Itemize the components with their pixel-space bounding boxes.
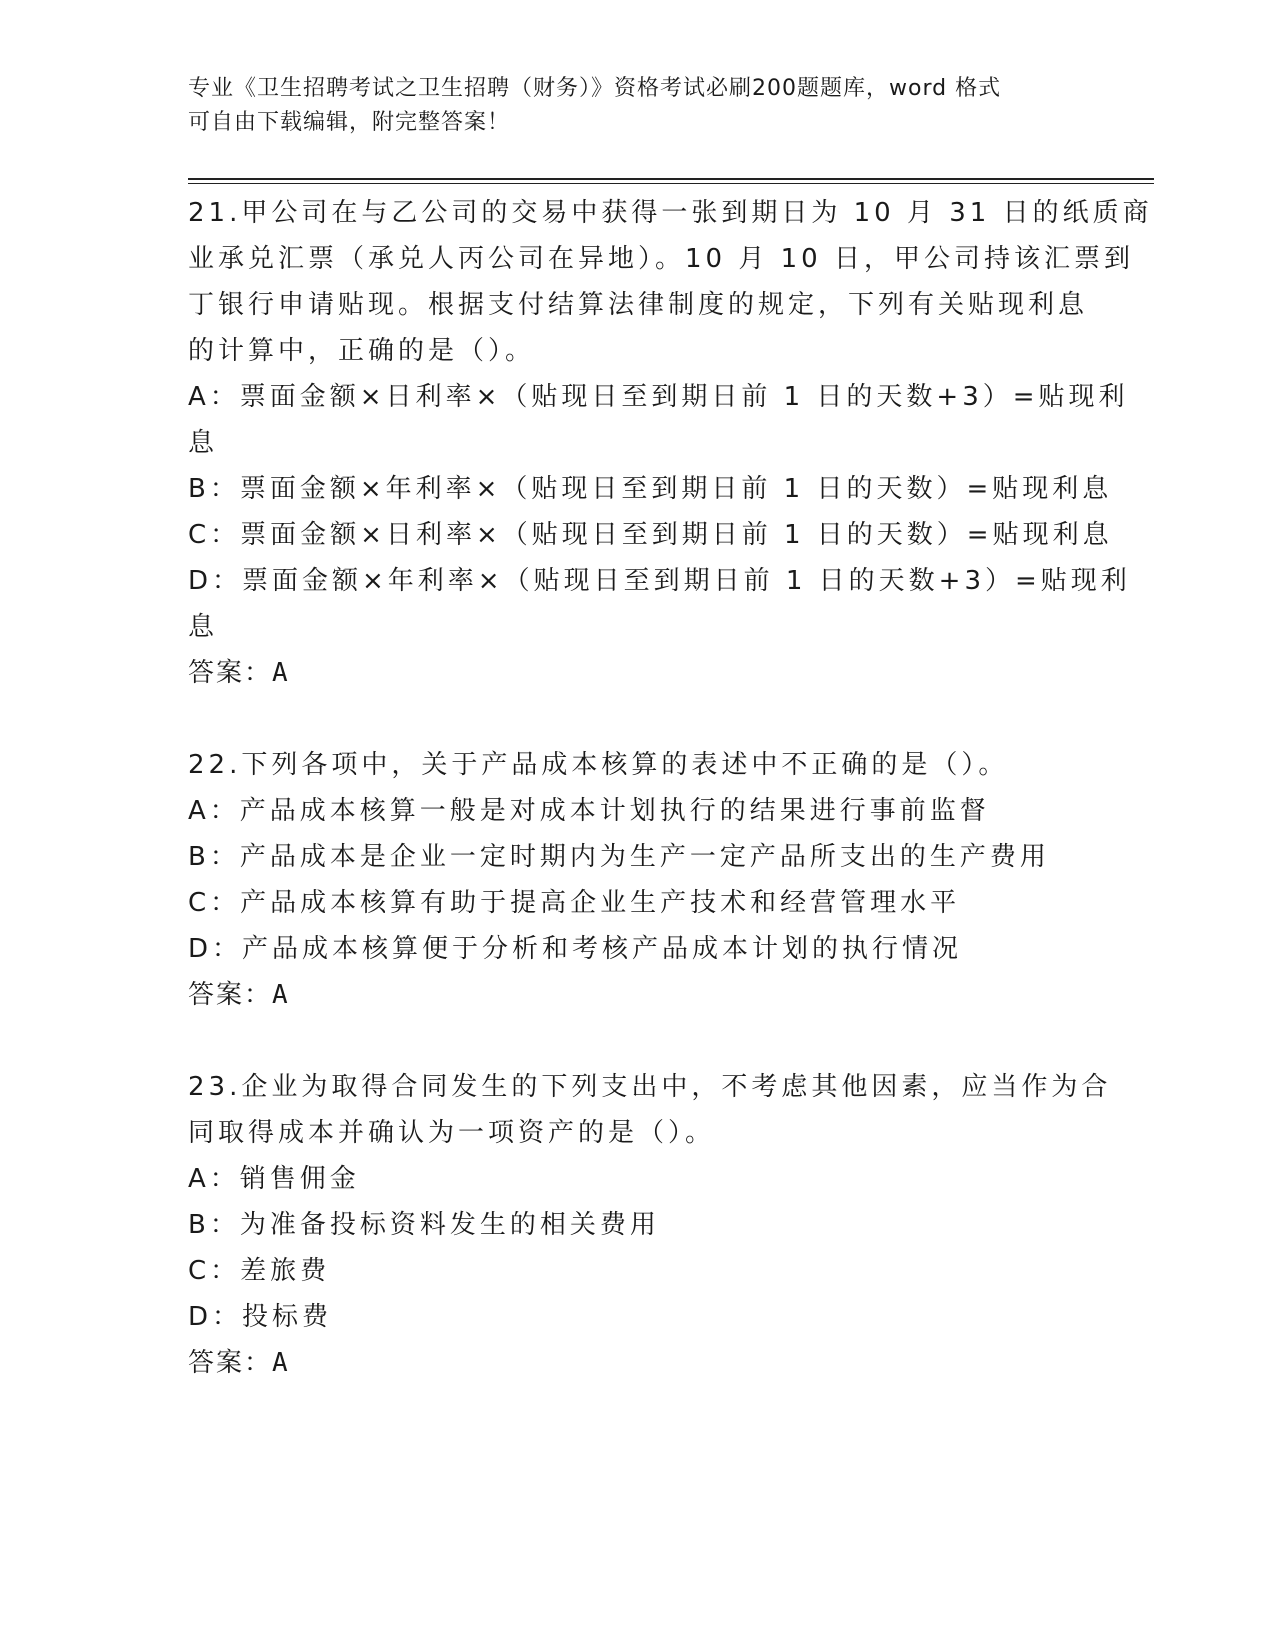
answer-label: 答案： [188, 1348, 273, 1378]
option-d: D：投标费 [188, 1302, 333, 1332]
option-d: D：票面金额×年利率×（贴现日至到期日前 1 日的天数+3）=贴现利 [188, 566, 1131, 596]
answer-label: 答案： [188, 658, 273, 688]
header-line: 可自由下载编辑，附完整答案！ [188, 110, 511, 135]
answer-value: A [272, 658, 290, 688]
option-c: C：票面金额×日利率×（贴现日至到期日前 1 日的天数）=贴现利息 [188, 520, 1113, 550]
question-stem-line: 同取得成本并确认为一项资产的是（）。 [188, 1118, 716, 1148]
option-b: B：为准备投标资料发生的相关费用 [188, 1210, 660, 1240]
header-line: 专业《卫生招聘考试之卫生招聘（财务）》资格考试必刷200题题库，word 格式 [188, 76, 1002, 101]
answer-line [188, 972, 1088, 1018]
question-21 [188, 190, 1153, 696]
answer-label: 答案： [188, 980, 273, 1010]
option-d: D：产品成本核算便于分析和考核产品成本计划的执行情况 [188, 934, 963, 964]
question-23 [188, 1064, 1112, 1386]
question-stem-line: 的计算中，正确的是（）。 [188, 336, 536, 366]
answer-line [188, 1340, 1088, 1386]
option-a-continued: 息 [188, 428, 219, 458]
option-b: B：票面金额×年利率×（贴现日至到期日前 1 日的天数）=贴现利息 [188, 474, 1113, 504]
question-stem-line: 23.企业为取得合同发生的下列支出中，不考虑其他因素，应当作为合 [188, 1072, 1112, 1102]
question-stem-line: 业承兑汇票（承兑人丙公司在异地）。10 月 10 日，甲公司持该汇票到 [188, 244, 1134, 274]
question-stem-line: 丁银行申请贴现。根据支付结算法律制度的规定，下列有关贴现利息 [188, 290, 1089, 320]
option-a: A：票面金额×日利率×（贴现日至到期日前 1 日的天数+3）=贴现利 [188, 382, 1129, 412]
answer-value: A [272, 980, 290, 1010]
question-stem-line: 21.甲公司在与乙公司的交易中获得一张到期日为 10 月 31 日的纸质商 [188, 198, 1153, 228]
option-c: C：差旅费 [188, 1256, 331, 1286]
header-divider-thin [188, 183, 1154, 184]
answer-line [188, 650, 1088, 696]
question-stem-line: 22.下列各项中，关于产品成本核算的表述中不正确的是（）。 [188, 750, 1009, 780]
question-22 [188, 742, 1088, 1018]
answer-value: A [272, 1348, 290, 1378]
question-list [188, 190, 1153, 1386]
option-a: A：产品成本核算一般是对成本计划执行的结果进行事前监督 [188, 796, 990, 826]
option-a: A：销售佣金 [188, 1164, 360, 1194]
option-c: C：产品成本核算有助于提高企业生产技术和经营管理水平 [188, 888, 961, 918]
document-header [188, 72, 1088, 140]
header-divider [188, 178, 1154, 180]
option-b: B：产品成本是企业一定时期内为生产一定产品所支出的生产费用 [188, 842, 1050, 872]
option-d-continued: 息 [188, 612, 219, 642]
